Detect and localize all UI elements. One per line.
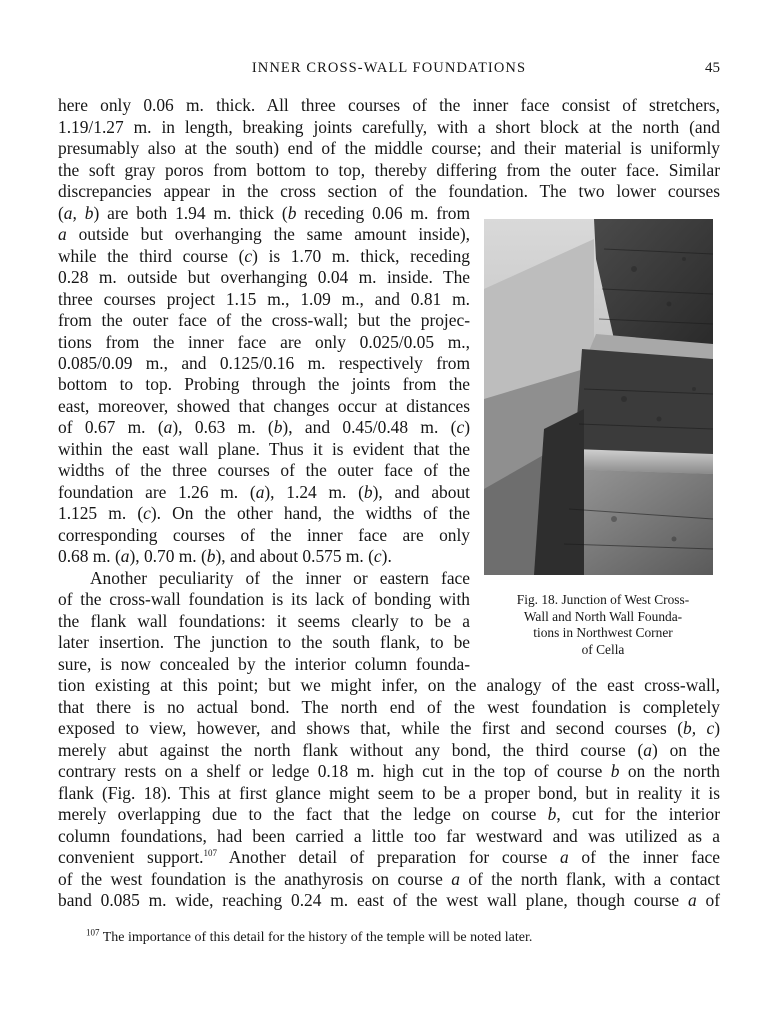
text-line: of 0.67 m. (a), 0.63 m. (b), and 0.45/0.48 m. (c) <box>58 417 470 437</box>
footnote-text: The importance of this detail for the history of the temple will be noted later. <box>102 930 533 945</box>
text-line: merely abut against the north flank without any bond, the third course (a) on the <box>58 740 720 760</box>
text-line: from the outer face of the cross-wall; but the projec- <box>58 310 470 330</box>
text-line: 0.68 m. (a), 0.70 m. (b), and about 0.575 m. (c). <box>58 546 392 566</box>
text-line: discrepancies appear in the cross section of the foundation. The two lower courses <box>58 181 720 201</box>
text-line: exposed to view, however, and shows that, while the first and second courses (b, c) <box>58 718 720 738</box>
text-line: convenient support.$^{107}$ Another detail of preparation for course a of the inner face <box>58 847 720 867</box>
page-number: 45 <box>705 60 720 76</box>
page-header <box>58 60 720 82</box>
text-line: tion existing at this point; but we might infer, on the analogy of the east cross-wall, <box>58 675 720 695</box>
text-line: while the third course (c) is 1.70 m. thick, receding <box>58 246 470 266</box>
text-line: that there is no actual bond. The north end of the west foundation is completely <box>58 697 720 717</box>
caption-line: Wall and North Wall Founda- <box>523 608 683 624</box>
text-line: 0.28 m. outside but overhanging 0.04 m. inside. The <box>58 267 470 287</box>
text-line: sure, is now concealed by the interior column founda- <box>58 654 470 674</box>
text-line: (a, b) are both 1.94 m. thick (b receding 0.06 m. from <box>58 203 471 223</box>
text-line: later insertion. The junction to the south flank, to be <box>58 632 470 652</box>
text-line: 1.19/1.27 m. in length, breaking joints carefully, with a short block at the north (and <box>58 117 720 137</box>
running-head: INNER CROSS-WALL FOUNDATIONS <box>251 60 527 76</box>
text-line: bottom to top. Probing through the joints from the <box>58 374 470 394</box>
text-line: east, moreover, showed that changes occur at distances <box>58 396 470 416</box>
text-line: of the west foundation is the anathyrosis on course a of the north flank, with a contact <box>58 869 720 889</box>
text-line: merely overlapping due to the fact that the ledge on course b, cut for the interior <box>58 804 720 824</box>
caption-line: of Cella <box>581 641 625 657</box>
text-line: the flank wall foundations: it seems clearly to be a <box>58 611 470 631</box>
text-line: within the east wall plane. Thus it is evident that the <box>58 439 470 459</box>
text-line: foundation are 1.26 m. (a), 1.24 m. (b), and about <box>58 482 470 502</box>
caption-line: tions in Northwest Corner <box>533 625 673 640</box>
text-line: band 0.085 m. wide, reaching 0.24 m. east of the west wall plane, though course a of <box>58 890 720 910</box>
figure-photograph <box>484 219 713 575</box>
text-line: here only 0.06 m. thick. All three courses of the inner face consist of stretchers, <box>58 95 720 115</box>
text-line: Another peculiarity of the inner or eastern face <box>90 568 470 588</box>
text-line: 0.085/0.09 m., and 0.125/0.16 m. respectively from <box>58 353 470 373</box>
text-line: flank (Fig. 18). This at first glance might seem to be a proper bond, but in reality it is <box>58 783 720 803</box>
text-line: widths of the three courses of the outer face of the <box>58 460 470 480</box>
figure-caption <box>486 592 720 658</box>
text-line: presumably also at the south) end of the middle course; and their material is uniformly <box>58 138 720 158</box>
footnote-marker: 107 <box>86 927 100 938</box>
text-line: tions from the inner face are only 0.025/0.05 m., <box>58 332 470 352</box>
text-line: the soft gray poros from bottom to top, thereby differing from the outer face. Similar <box>58 160 720 180</box>
text-line: 1.125 m. (c). On the other hand, the widths of the <box>58 503 470 523</box>
text-line: of the cross-wall foundation is its lack of bonding with <box>58 589 470 609</box>
text-line: corresponding courses of the inner face are only <box>58 525 470 545</box>
text-line: three courses project 1.15 m., 1.09 m., and 0.81 m. <box>58 289 470 309</box>
text-line: contrary rests on a shelf or ledge 0.18 m. high cut in the top of course b on the north <box>58 761 721 781</box>
text-line: column foundations, had been carried a little too far westward and was utilized as a <box>58 826 720 846</box>
text-line: a outside but overhanging the same amount inside), <box>58 224 470 244</box>
footnote <box>86 927 533 946</box>
caption-line: Fig. 18. Junction of West Cross- <box>516 592 690 607</box>
